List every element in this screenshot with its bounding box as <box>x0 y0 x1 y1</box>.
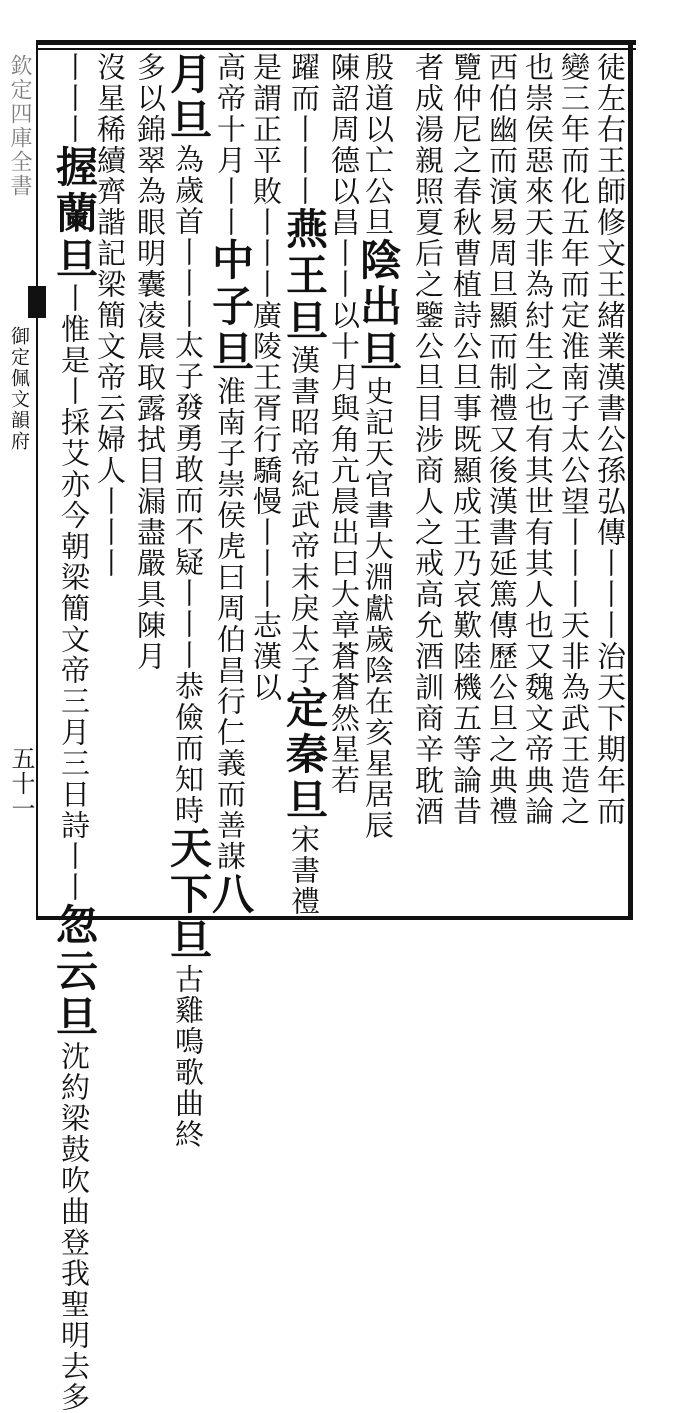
text-column-11: 高帝十月丨丨中子旦淮南子崇侯虎曰周伯昌行仁義而善謀八 <box>206 52 255 918</box>
headword-tian-xia-dan: 天下旦 <box>164 826 213 964</box>
folio-number: 五十一 <box>7 746 35 821</box>
text-column-13: 多以錦翠為眼明囊凌晨取露拭目漏盡嚴具陳月 <box>133 52 167 672</box>
text-column-6: 者成湯親照夏后之鑒公旦目涉商人之戒高允酒訓商辛耽酒 <box>411 52 445 827</box>
headword-yue-dan: 月旦 <box>164 52 213 144</box>
headword-hu-yun-dan: 忽云旦 <box>50 903 99 1041</box>
text-column-10: 是謂正平敗丨丨丨廣陵王胥行驕慢丨丨丨志漢以 <box>249 52 283 703</box>
text-column-8: 陳詔周德以昌丨丨以十月與角亢晨出曰大章蒼蒼然星若 <box>327 52 361 796</box>
text-column-4: 西伯幽而演易周旦顯而制禮又後漢書延篤傳歷公旦之典禮 <box>485 52 519 827</box>
headword-wo-lan-dan: 握蘭旦 <box>50 145 99 283</box>
gutter-fishtail <box>28 286 46 318</box>
text-column-1: 徒左右王師修文王緒業漢書公孫弘傳丨丨丨治天下期年而 <box>593 52 627 827</box>
headword-zhong-zi-dan: 中子旦 <box>206 238 255 376</box>
text-column-5: 覽仲尼之春秋曹植詩公旦事既顯成王乃哀歎陸機五等論昔 <box>449 52 483 827</box>
inner-top-border <box>36 48 636 50</box>
text-column-2: 變三年而化五年而定淮南子太公望丨丨丨天非為武王造之 <box>557 52 591 827</box>
top-border <box>36 40 636 45</box>
right-border <box>628 40 633 920</box>
text-column-9: 躍而丨丨丨燕王旦漢書昭帝紀武帝末戾太子定秦旦宋書禮 <box>280 52 329 917</box>
glyph-ba: 八 <box>206 872 255 918</box>
gutter-header: 欽定四庫全書 <box>7 54 32 198</box>
gutter-book-title: 御定佩文韻府 <box>8 326 30 452</box>
text-column-12: 月旦為歲首丨丨丨太子發勇敢而不疑丨丨丨恭儉而知時天下旦古雞鳴歌曲終 <box>164 52 213 1150</box>
headword-yan-wang-dan: 燕王旦 <box>280 207 329 345</box>
text-column-14: 沒星稀續齊諧記梁簡文帝云婦人丨丨丨 <box>93 52 127 579</box>
headword-ding-qin-dan: 定秦旦 <box>280 686 329 824</box>
text-column-7: 殷道以亡公旦陰出旦史記天官書大淵獻歲陰在亥星居辰 <box>354 52 403 841</box>
text-column-3: 也崇侯惡來天非為紂生之也有其世有其人也又魏文帝典論 <box>521 52 555 827</box>
bottom-border <box>36 916 633 920</box>
headword-yin-chu-dan: 陰出旦 <box>354 238 403 376</box>
text-column-15: 丨丨丨握蘭旦丨惟是丨採艾亦今朝梁簡文帝三月三日詩丨丨忽云旦沈約梁鼓吹曲登我聖明去多 <box>50 52 99 1413</box>
